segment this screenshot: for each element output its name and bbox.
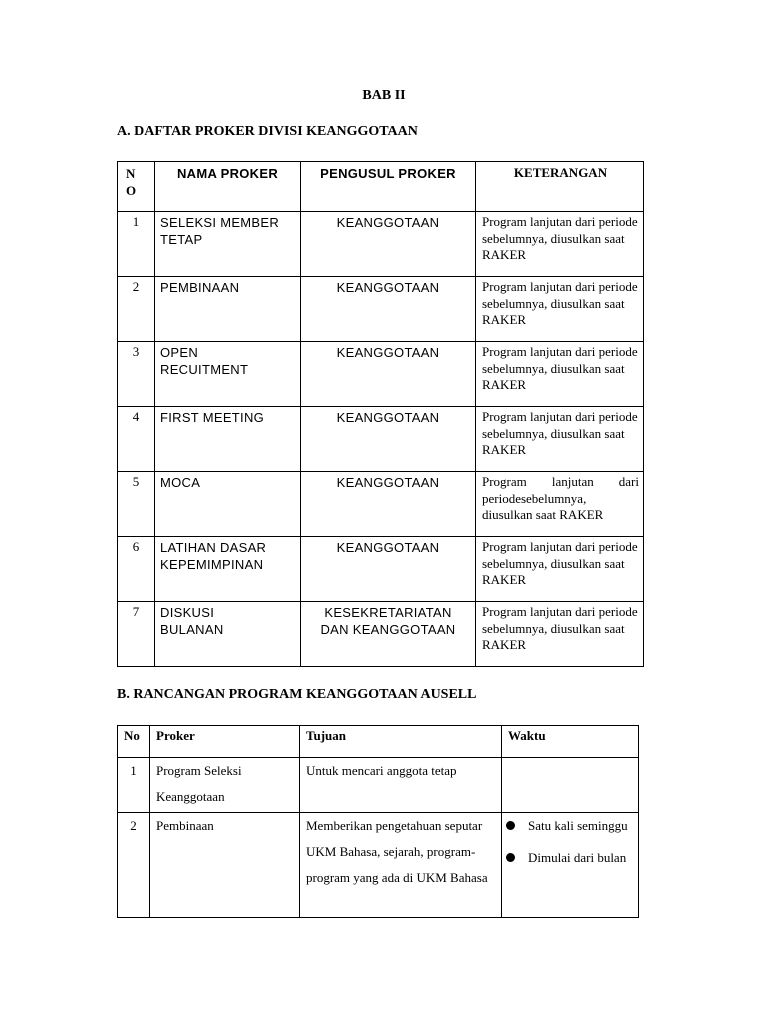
table-header-row — [118, 162, 644, 212]
cell-pengusul: KEANGGOTAAN — [301, 212, 476, 277]
header-nama-proker: NAMA PROKER — [155, 162, 301, 212]
cell-no: 3 — [118, 342, 155, 407]
cell-nama-proker: PEMBINAAN — [155, 277, 301, 342]
cell-no: 4 — [118, 407, 155, 472]
table-row — [118, 813, 639, 918]
cell-no: 1 — [118, 758, 150, 813]
program-plan-table — [117, 725, 639, 918]
cell-pengusul: KEANGGOTAAN — [301, 277, 476, 342]
cell-nama-proker: OPEN RECUITMENT — [155, 342, 301, 407]
table-row — [118, 602, 644, 667]
cell-nama-proker: FIRST MEETING — [155, 407, 301, 472]
cell-tujuan: Untuk mencari anggota tetap — [300, 758, 502, 813]
proker-list-table — [117, 161, 644, 667]
table-row — [118, 537, 644, 602]
cell-pengusul: KEANGGOTAAN — [301, 342, 476, 407]
table-row — [118, 758, 639, 813]
cell-nama-proker: MOCA — [155, 472, 301, 537]
table-row — [118, 407, 644, 472]
cell-keterangan: Program lanjutan dari periode sebelumnya, diusulkan saat RAKER — [476, 277, 644, 342]
table-row — [118, 212, 644, 277]
bullet-icon — [506, 821, 515, 830]
cell-pengusul: KEANGGOTAAN — [301, 537, 476, 602]
cell-keterangan: Program lanjutan dari periode sebelumnya, diusulkan saat RAKER — [476, 342, 644, 407]
cell-pengusul: KEANGGOTAAN — [301, 472, 476, 537]
cell-keterangan: Program lanjutan dari periode sebelumnya, diusulkan saat RAKER — [476, 212, 644, 277]
waktu-bullet-list — [502, 813, 638, 871]
cell-no: 1 — [118, 212, 155, 277]
list-item — [502, 813, 638, 839]
cell-keterangan: Program lanjutan dari periode sebelumnya, diusulkan saat RAKER — [476, 407, 644, 472]
cell-keterangan: Program lanjutan dari periodesebelumnya, diusulkan saat RAKER — [476, 472, 644, 537]
bullet-icon — [506, 853, 515, 862]
cell-no: 2 — [118, 277, 155, 342]
cell-nama-proker: LATIHAN DASAR KEPEMIMPINAN — [155, 537, 301, 602]
cell-nama-proker: DISKUSI BULANAN — [155, 602, 301, 667]
list-item — [502, 845, 638, 871]
cell-waktu — [502, 758, 639, 813]
cell-proker: Pembinaan — [150, 813, 300, 918]
table-row — [118, 277, 644, 342]
cell-pengusul: KEANGGOTAAN — [301, 407, 476, 472]
cell-pengusul: KESEKRETARIATAN DAN KEANGGOTAAN — [301, 602, 476, 667]
header-waktu: Waktu — [502, 726, 639, 758]
table-row — [118, 472, 644, 537]
cell-no: 7 — [118, 602, 155, 667]
cell-no: 6 — [118, 537, 155, 602]
cell-keterangan: Program lanjutan dari periode sebelumnya, diusulkan saat RAKER — [476, 537, 644, 602]
header-no: N O — [118, 162, 155, 212]
table-row — [118, 342, 644, 407]
header-tujuan: Tujuan — [300, 726, 502, 758]
waktu-text: Dimulai dari bulan — [528, 850, 627, 865]
header-proker: Proker — [150, 726, 300, 758]
header-no: No — [118, 726, 150, 758]
header-pengusul-proker: PENGUSUL PROKER — [301, 162, 476, 212]
cell-waktu — [502, 813, 639, 918]
header-keterangan: KETERANGAN — [476, 162, 644, 212]
cell-proker: Program Seleksi Keanggotaan — [150, 758, 300, 813]
cell-keterangan: Program lanjutan dari periode sebelumnya, diusulkan saat RAKER — [476, 602, 644, 667]
cell-tujuan: Memberikan pengetahuan seputar UKM Bahasa, sejarah, program-program yang ada di UKM Bahasa — [300, 813, 502, 918]
section-a-title: A. DAFTAR PROKER DIVISI KEANGGOTAAN — [117, 124, 418, 139]
table-header-row — [118, 726, 639, 758]
waktu-text: Satu kali seminggu — [528, 818, 628, 833]
cell-no: 2 — [118, 813, 150, 918]
chapter-title: BAB II — [362, 88, 406, 103]
cell-nama-proker: SELEKSI MEMBER TETAP — [155, 212, 301, 277]
section-b-title: B. RANCANGAN PROGRAM KEANGGOTAAN AUSELL — [117, 687, 477, 702]
cell-no: 5 — [118, 472, 155, 537]
